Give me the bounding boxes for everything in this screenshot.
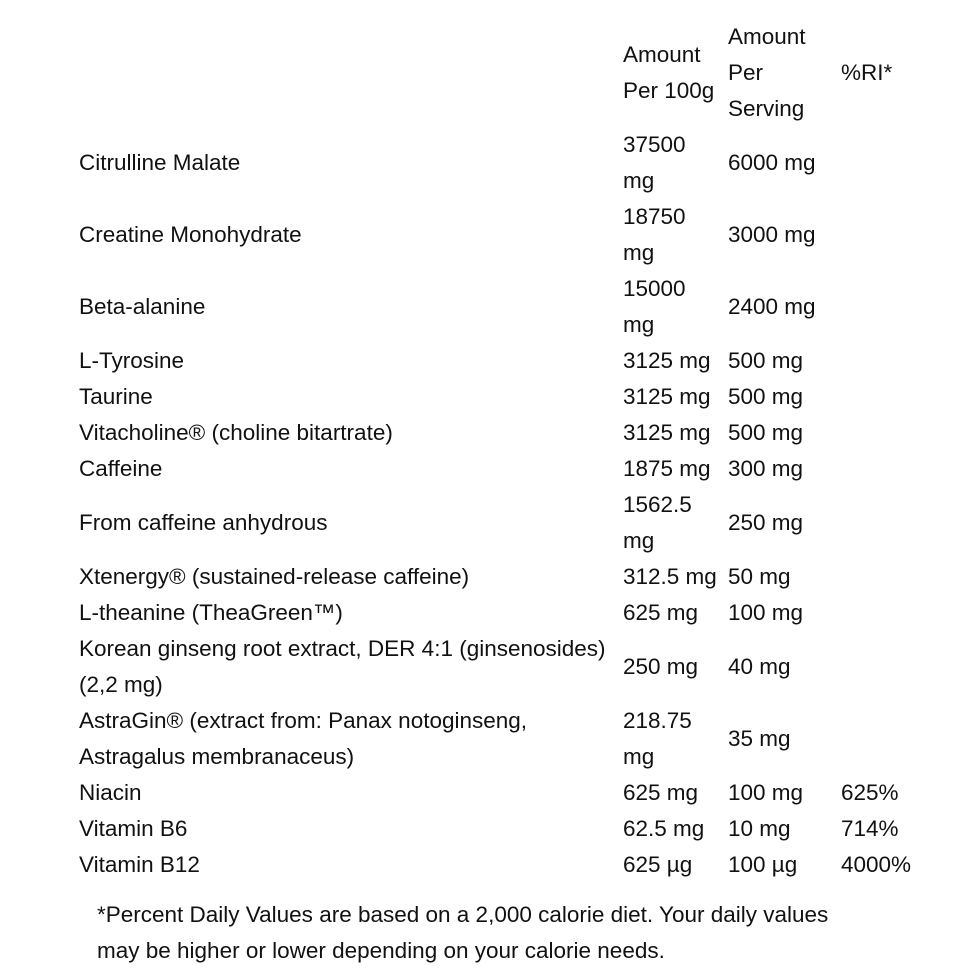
amount-per-serving-cell: 100 mg: [728, 600, 804, 625]
ri-percent-cell: [834, 559, 941, 595]
ingredient-name-cell: Korean ginseng root extract, DER 4:1 (ginsenosides) (2,2 mg): [79, 636, 606, 697]
amount-per-serving-cell: 6000 mg: [728, 150, 816, 175]
ri-percent-cell: [834, 415, 941, 451]
ingredient-name-cell: Niacin: [79, 780, 142, 805]
ingredient-name-cell: Beta-alanine: [79, 294, 206, 319]
table-row: [72, 703, 941, 775]
ri-percent-cell: [834, 271, 941, 343]
table-row: [72, 379, 941, 415]
amount-per-serving-cell: 500 mg: [728, 348, 804, 373]
ri-percent-cell: [834, 631, 941, 703]
table-header-row: [72, 19, 941, 127]
ri-percent-cell: [834, 595, 941, 631]
ingredient-name-cell: Vitamin B12: [79, 852, 200, 877]
ri-percent-cell: [834, 199, 941, 271]
amount-per-100g-cell: 625 mg: [623, 600, 699, 625]
ingredient-name-cell: AstraGin® (extract from: Panax notoginseng, Astragalus membranaceus): [79, 708, 528, 769]
ingredient-name-cell: L-theanine (TheaGreen™): [79, 600, 343, 625]
table-row: [72, 487, 941, 559]
table-row: [72, 451, 941, 487]
table-row: [72, 127, 941, 199]
amount-per-100g-cell: 625 µg: [623, 852, 693, 877]
amount-per-serving-cell: 100 mg: [728, 780, 804, 805]
table-row: [72, 343, 941, 379]
amount-per-serving-cell: 250 mg: [728, 510, 804, 535]
ingredient-name-cell: Xtenergy® (sustained-release caffeine): [79, 564, 470, 589]
table-row: [72, 199, 941, 271]
amount-per-serving-cell: 500 mg: [728, 384, 804, 409]
table-row: [72, 631, 941, 703]
amount-per-serving-cell: 2400 mg: [728, 294, 816, 319]
ri-percent-cell: [834, 487, 941, 559]
amount-per-serving-cell: 10 mg: [728, 816, 791, 841]
table-row: [72, 775, 941, 811]
amount-per-serving-cell: 40 mg: [728, 654, 791, 679]
ingredient-name-cell: Vitamin B6: [79, 816, 188, 841]
amount-per-100g-cell: 18750 mg: [623, 204, 686, 265]
table-row: [72, 811, 941, 847]
amount-per-100g-cell: 218.75 mg: [623, 708, 692, 769]
ri-percent-cell: [834, 379, 941, 415]
ri-percent-cell: 714%: [841, 816, 899, 841]
amount-per-serving-cell: 300 mg: [728, 456, 804, 481]
nutrition-table: [72, 19, 941, 883]
ri-percent-cell: 4000%: [841, 852, 912, 877]
amount-per-100g-cell: 1875 mg: [623, 456, 711, 481]
column-header-ri: %RI*: [841, 60, 893, 85]
amount-per-serving-cell: 100 µg: [728, 852, 798, 877]
amount-per-100g-cell: 625 mg: [623, 780, 699, 805]
ri-percent-cell: [834, 343, 941, 379]
amount-per-100g-cell: 1562.5 mg: [623, 492, 692, 553]
ri-percent-cell: 625%: [841, 780, 899, 805]
amount-per-100g-cell: 312.5 mg: [623, 564, 717, 589]
ingredient-name-cell: Citrulline Malate: [79, 150, 241, 175]
amount-per-serving-cell: 500 mg: [728, 420, 804, 445]
ingredient-name-cell: Creatine Monohydrate: [79, 222, 302, 247]
ingredient-name-cell: Caffeine: [79, 456, 163, 481]
ingredient-name-cell: L-Tyrosine: [79, 348, 185, 373]
ri-percent-cell: [834, 127, 941, 199]
column-header-ingredient: [72, 19, 616, 127]
table-row: [72, 271, 941, 343]
table-row: [72, 559, 941, 595]
amount-per-100g-cell: 3125 mg: [623, 348, 711, 373]
section-heading: [80, 0, 209, 2]
amount-per-100g-cell: 15000 mg: [623, 276, 686, 337]
amount-per-100g-cell: 62.5 mg: [623, 816, 705, 841]
amount-per-serving-cell: 3000 mg: [728, 222, 816, 247]
ingredient-name-cell: From caffeine anhydrous: [79, 510, 328, 535]
table-row: [72, 595, 941, 631]
amount-per-serving-cell: 50 mg: [728, 564, 791, 589]
ri-percent-cell: [834, 451, 941, 487]
table-row: [72, 847, 941, 883]
ri-percent-cell: [834, 703, 941, 775]
amount-per-100g-cell: 250 mg: [623, 654, 699, 679]
amount-per-100g-cell: 3125 mg: [623, 420, 711, 445]
ingredient-name-cell: Taurine: [79, 384, 153, 409]
table-row: [72, 415, 941, 451]
amount-per-serving-cell: 35 mg: [728, 726, 791, 751]
amount-per-100g-cell: 3125 mg: [623, 384, 711, 409]
column-header-per-100g: Amount Per 100g: [623, 42, 715, 103]
amount-per-100g-cell: 37500 mg: [623, 132, 686, 193]
footnote: *Percent Daily Values are based on a 2,000 calorie diet. Your daily values may be higher or lower depending on your calorie needs.: [97, 902, 829, 963]
column-header-per-serving: Amount Per Serving: [728, 24, 806, 121]
ingredient-name-cell: Vitacholine® (choline bitartrate): [79, 420, 393, 445]
